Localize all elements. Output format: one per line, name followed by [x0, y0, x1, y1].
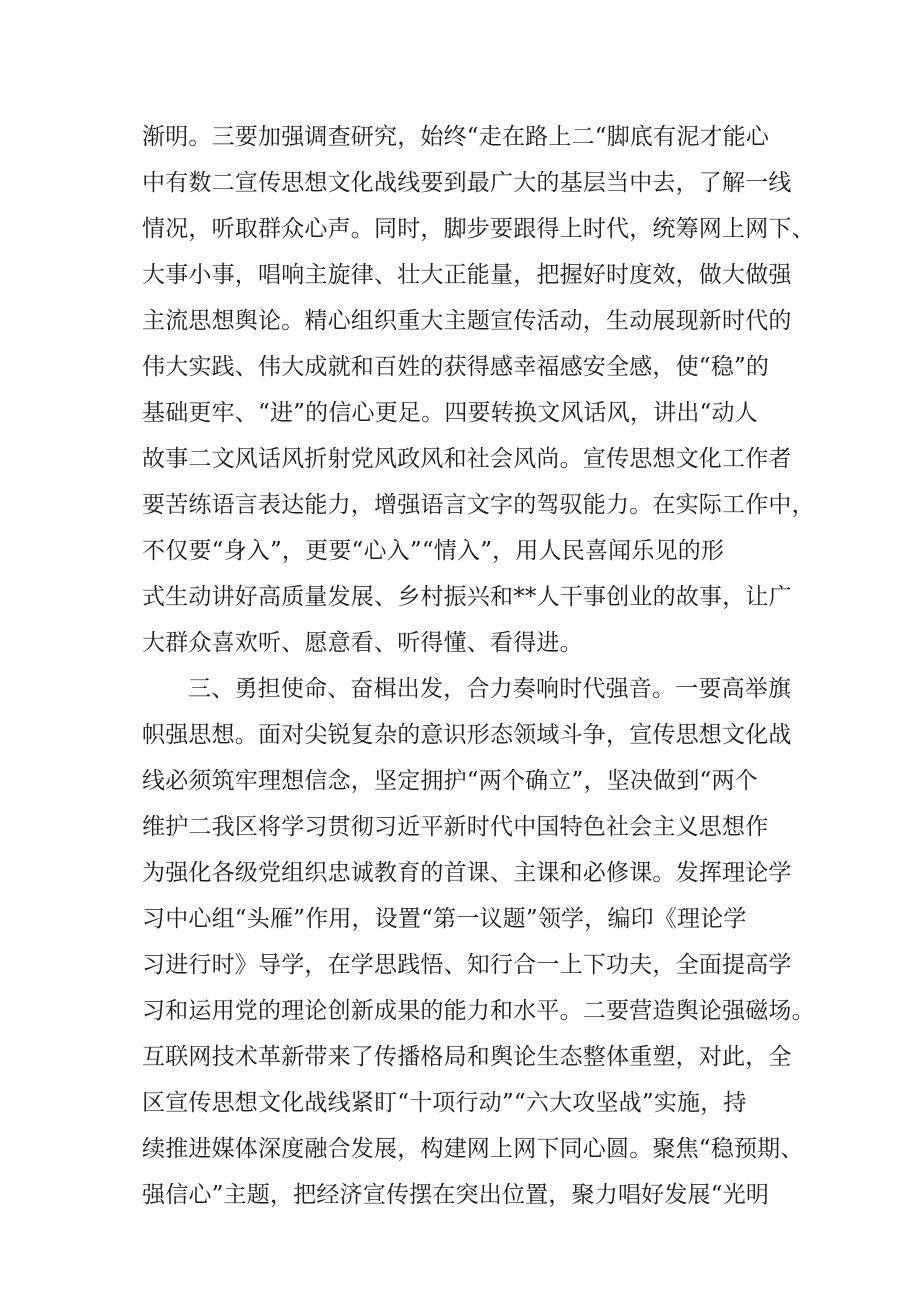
paragraph-1-line-9: 要苦练语言表达能力，增强语言文字的驾驭能力。在实际工作中，	[142, 492, 815, 518]
paragraph-2-line-6: 习中心组“头雁”作用，设置“第一议题”领学，编印《理论学	[142, 906, 747, 932]
paragraph-1-line-8: 故事二文风话风折射党风政风和社会风尚。宣传思想文化工作者	[142, 446, 792, 472]
paragraph-2-line-8: 习和运用党的理论创新成果的能力和水平。二要营造舆论强磁场。	[142, 998, 815, 1024]
paragraph-2-line-1: 三、勇担使命、奋楫出发，合力奏响时代强音。一要高举旗	[188, 676, 792, 702]
paragraph-2-line-7: 习进行时》导学，在学思践悟、知行合一上下功夫，全面提高学	[142, 952, 792, 978]
paragraph-1-line-1: 渐明。三要加强调查研究，始终“走在路上二“脚底有泥才能心	[142, 124, 770, 150]
paragraph-1-line-6: 伟大实践、伟大成就和百姓的获得感幸福感安全感，使“稳”的	[142, 354, 770, 380]
paragraph-1-line-7: 基础更牢、“进”的信心更足。四要转换文风话风，讲出“动人	[142, 400, 758, 426]
paragraph-2-line-10: 区宣传思想文化战线紧盯“十项行动”“六大攻坚战”实施，持	[142, 1090, 747, 1116]
paragraph-1-line-3: 情况，听取群众心声。同时，脚步要跟得上时代，统筹网上网下、	[142, 216, 815, 242]
paragraph-1-line-10: 不仅要“身入”，更要“心入”“情入”，用人民喜闻乐见的形	[142, 538, 725, 564]
paragraph-2-line-12: 强信心”主题，把经济宣传摆在突出位置，聚力唱好发展“光明	[142, 1182, 770, 1208]
paragraph-2-line-3: 线必须筑牢理想信念，坚定拥护“两个确立”，坚决做到“两个	[142, 768, 758, 794]
paragraph-2-line-9: 互联网技术革新带来了传播格局和舆论生态整体重塑，对此，全	[142, 1044, 792, 1070]
paragraph-1-line-5: 主流思想舆论。精心组织重大主题宣传活动，生动展现新时代的	[142, 308, 792, 334]
paragraph-2-line-2: 帜强思想。面对尖锐复杂的意识形态领域斗争，宣传思想文化战	[142, 722, 792, 748]
paragraph-2-line-4: 维护二我区将学习贯彻习近平新时代中国特色社会主义思想作	[142, 814, 769, 840]
paragraph-1-line-12: 大群众喜欢听、愿意看、听得懂、看得进。	[142, 630, 583, 656]
paragraph-1-line-2: 中有数二宣传思想文化战线要到最广大的基层当中去，了解一线	[142, 170, 792, 196]
paragraph-1-line-4: 大事小事，唱响主旋律、壮大正能量，把握好时度效，做大做强	[142, 262, 792, 288]
paragraph-2-line-5: 为强化各级党组织忠诚教育的首课、主课和必修课。发挥理论学	[142, 860, 792, 886]
paragraph-2-line-11: 续推进媒体深度融合发展，构建网上网下同心圆。聚焦“稳预期、	[142, 1136, 804, 1162]
paragraph-1-line-11: 式生动讲好高质量发展、乡村振兴和**人干事创业的故事，让广	[142, 584, 792, 610]
